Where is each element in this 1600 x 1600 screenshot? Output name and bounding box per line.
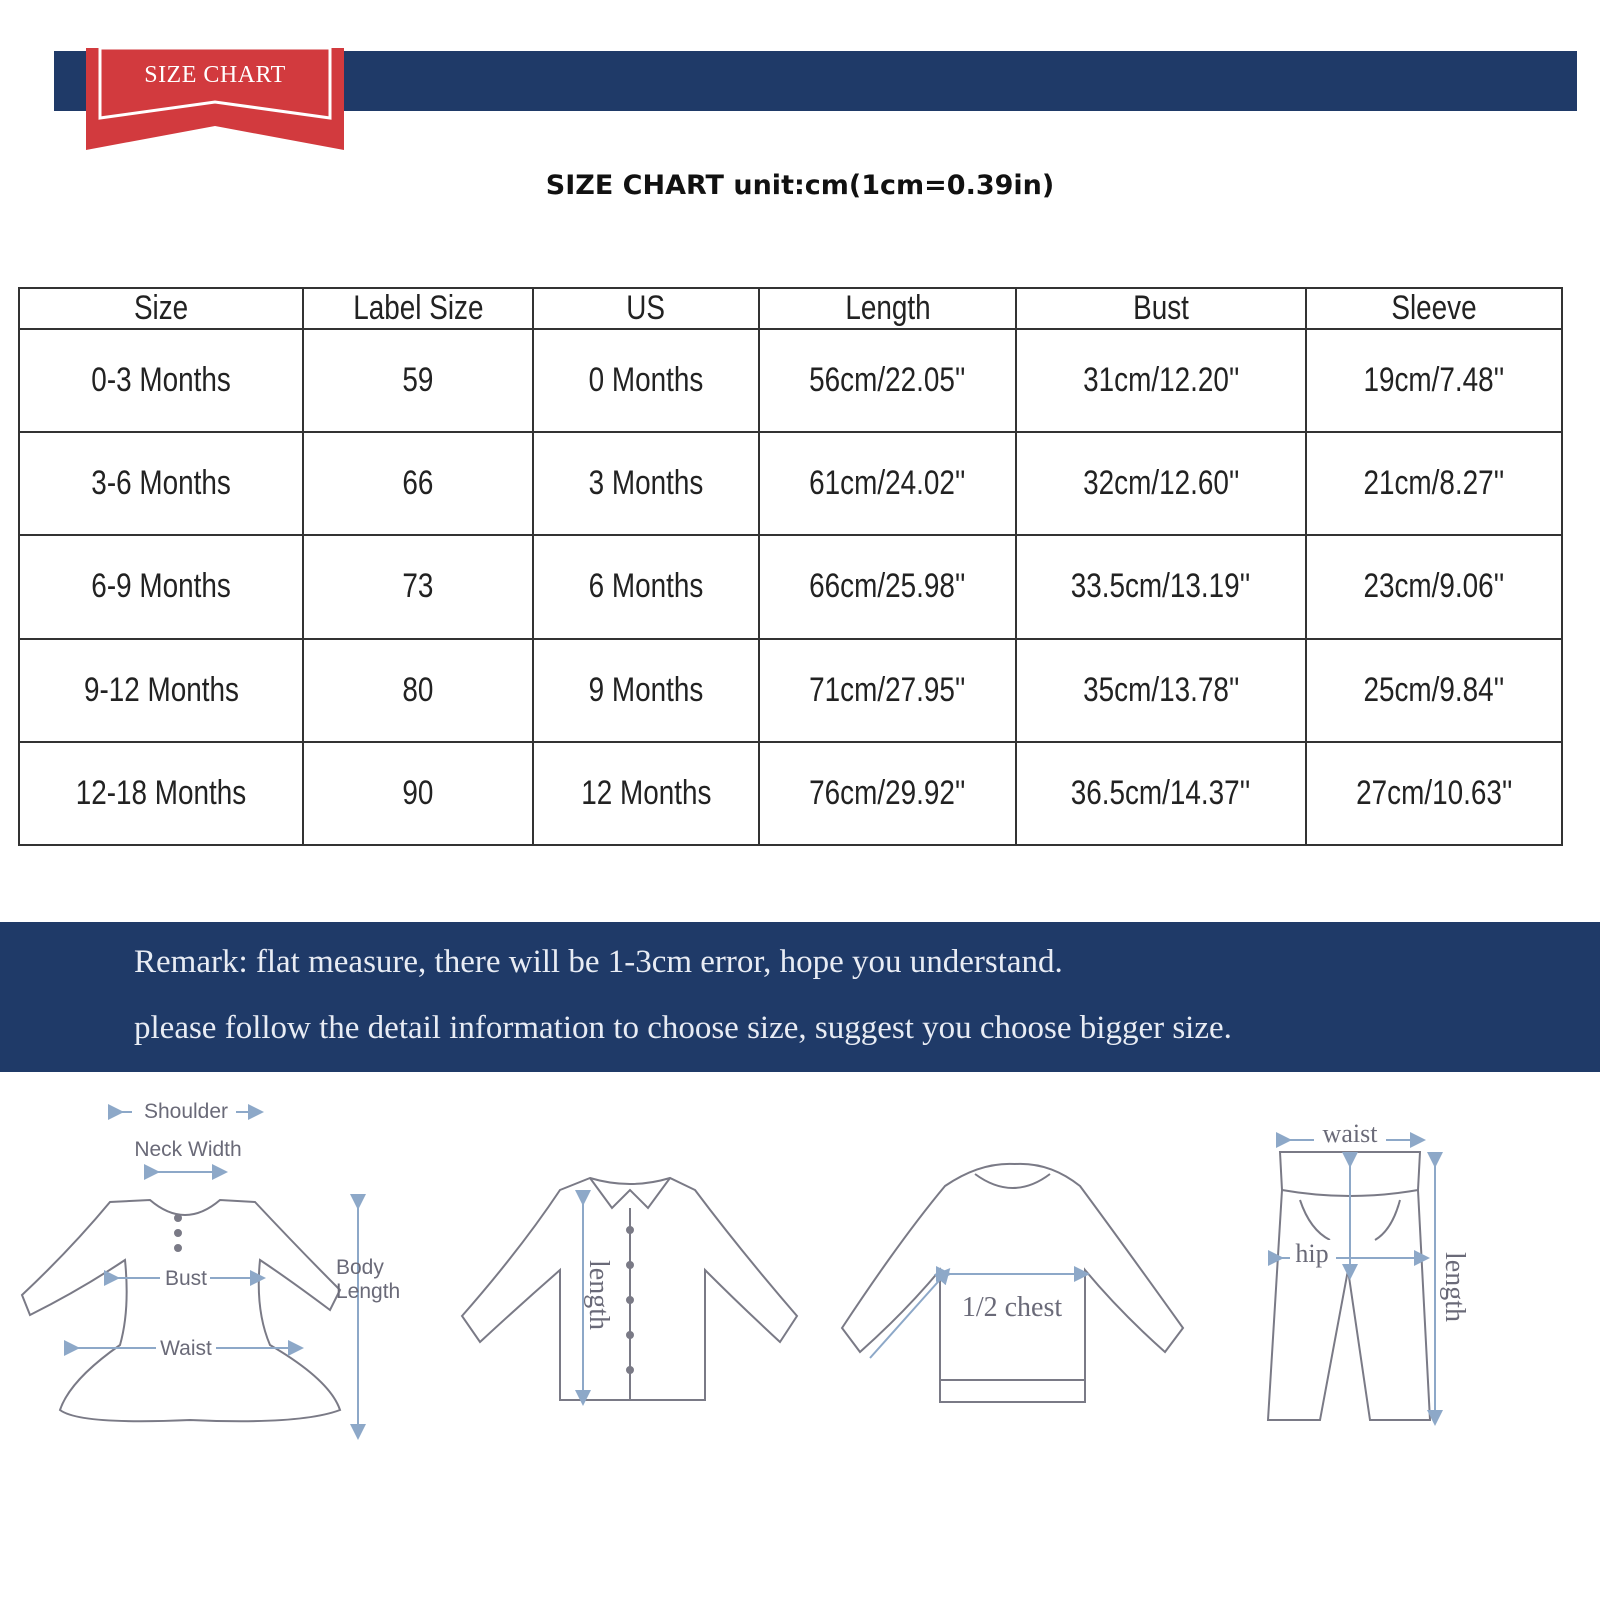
shoulder-label: Shoulder bbox=[143, 1100, 229, 1123]
table-row bbox=[19, 535, 1562, 638]
chest-label: 1/2 chest bbox=[961, 1292, 1063, 1323]
header-size: Size bbox=[19, 288, 303, 329]
header-us: US bbox=[533, 288, 759, 329]
bust-label: Bust bbox=[164, 1267, 208, 1290]
table-cell: 35cm/13.78'' bbox=[1016, 639, 1306, 742]
table-cell: 19cm/7.48'' bbox=[1306, 329, 1562, 432]
table-cell: 90 bbox=[303, 742, 533, 845]
remark-band bbox=[0, 922, 1600, 1072]
table-cell: 0-3 Months bbox=[19, 329, 303, 432]
header-sleeve: Sleeve bbox=[1306, 288, 1562, 329]
shirt-diagram bbox=[462, 1178, 797, 1400]
header-bust: Bust bbox=[1016, 288, 1306, 329]
table-cell: 3-6 Months bbox=[19, 432, 303, 535]
body-length-label-1: Body bbox=[336, 1256, 384, 1279]
header-length: Length bbox=[759, 288, 1016, 329]
dress-diagram bbox=[22, 1200, 340, 1421]
table-cell: 71cm/27.95'' bbox=[759, 639, 1016, 742]
table-cell: 12 Months bbox=[533, 742, 759, 845]
measurement-diagrams bbox=[0, 1090, 1600, 1460]
table-cell: 9 Months bbox=[533, 639, 759, 742]
shirt-length-label: length bbox=[583, 1260, 614, 1330]
table-cell: 73 bbox=[303, 535, 533, 638]
table-cell: 12-18 Months bbox=[19, 742, 303, 845]
header-label-size: Label Size bbox=[303, 288, 533, 329]
table-cell: 80 bbox=[303, 639, 533, 742]
table-cell: 76cm/29.92'' bbox=[759, 742, 1016, 845]
ribbon-label: SIZE CHART bbox=[144, 62, 286, 88]
size-table bbox=[18, 287, 1563, 846]
table-cell: 9-12 Months bbox=[19, 639, 303, 742]
body-length-label-2: Length bbox=[336, 1280, 401, 1303]
table-cell: 61cm/24.02'' bbox=[759, 432, 1016, 535]
table-cell: 56cm/22.05'' bbox=[759, 329, 1016, 432]
table-cell: 36.5cm/14.37'' bbox=[1016, 742, 1306, 845]
table-row bbox=[19, 329, 1562, 432]
table-cell: 23cm/9.06'' bbox=[1306, 535, 1562, 638]
table-cell: 27cm/10.63'' bbox=[1306, 742, 1562, 845]
neck-width-label: Neck Width bbox=[134, 1138, 242, 1161]
table-cell: 6 Months bbox=[533, 535, 759, 638]
table-row bbox=[19, 639, 1562, 742]
sweater-diagram bbox=[842, 1164, 1183, 1402]
remark-line-1: Remark: flat measure, there will be 1-3cm error, hope you understand. bbox=[134, 944, 1063, 980]
table-row bbox=[19, 432, 1562, 535]
table-cell: 32cm/12.60'' bbox=[1016, 432, 1306, 535]
hip-label: hip bbox=[1295, 1239, 1329, 1268]
size-chart-ribbon bbox=[86, 48, 344, 150]
pants-waist-label: waist bbox=[1322, 1119, 1378, 1148]
table-cell: 0 Months bbox=[533, 329, 759, 432]
table-cell: 59 bbox=[303, 329, 533, 432]
chart-title: SIZE CHART unit:cm(1cm=0.39in) bbox=[545, 170, 1055, 201]
pants-length-label: length bbox=[1439, 1252, 1470, 1322]
table-cell: 31cm/12.20'' bbox=[1016, 329, 1306, 432]
table-cell: 66cm/25.98'' bbox=[759, 535, 1016, 638]
waist-label: Waist bbox=[160, 1337, 212, 1360]
remark-line-2: please follow the detail information to choose size, suggest you choose bigger size. bbox=[134, 1010, 1232, 1046]
table-row bbox=[19, 742, 1562, 845]
table-cell: 3 Months bbox=[533, 432, 759, 535]
table-header-row bbox=[19, 288, 1562, 329]
table-cell: 33.5cm/13.19'' bbox=[1016, 535, 1306, 638]
table-cell: 66 bbox=[303, 432, 533, 535]
table-cell: 25cm/9.84'' bbox=[1306, 639, 1562, 742]
table-cell: 6-9 Months bbox=[19, 535, 303, 638]
table-cell: 21cm/8.27'' bbox=[1306, 432, 1562, 535]
